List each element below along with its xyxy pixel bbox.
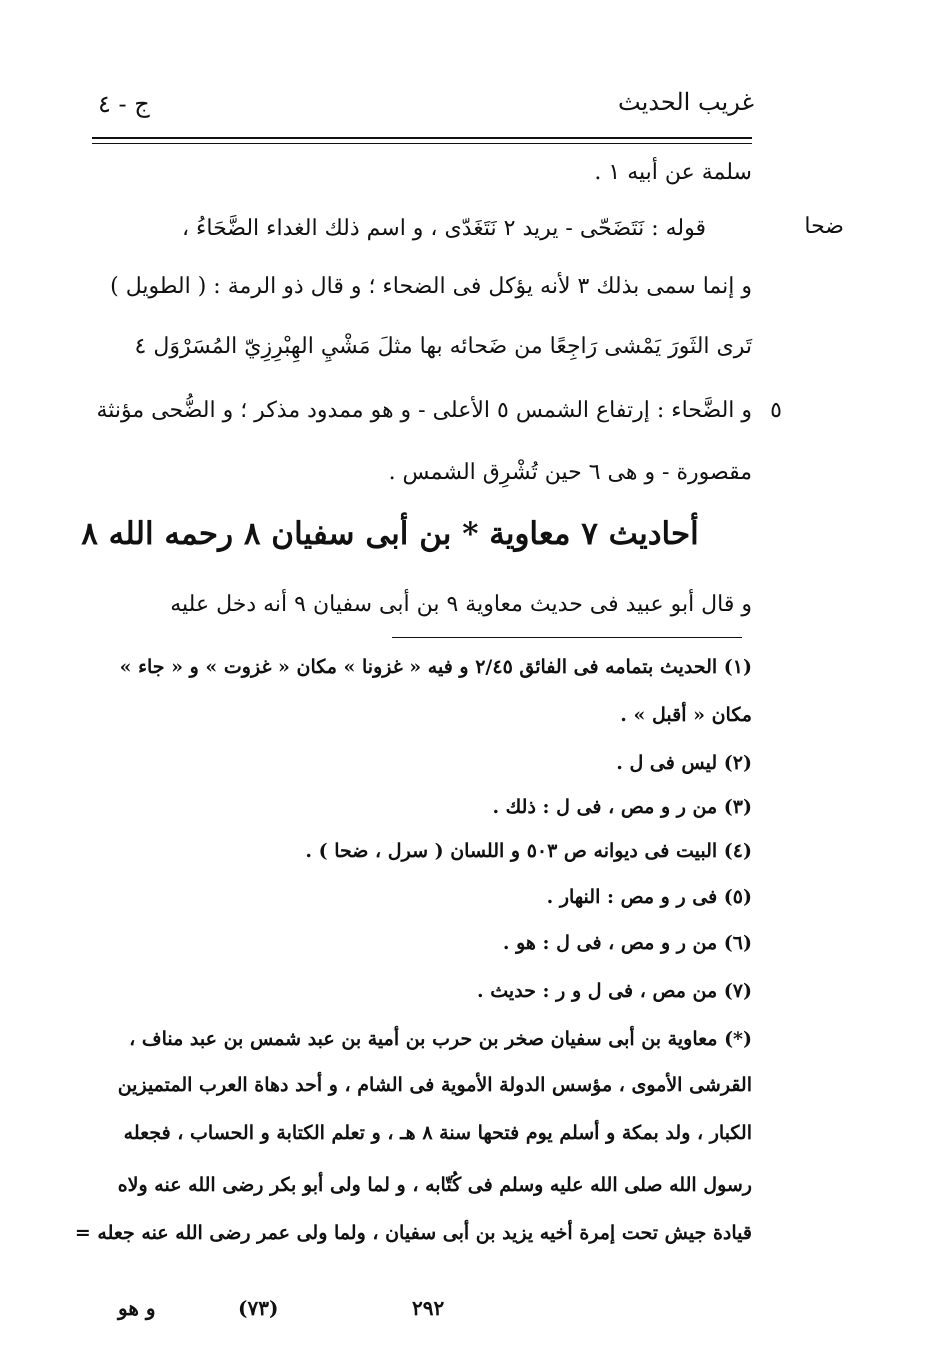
footnote-line: (٦) من ر و مص ، فى ل : هو . bbox=[502, 932, 752, 954]
section-heading: أحاديث ٧ معاوية * بن أبى سفيان ٨ رحمه الله ٨ bbox=[81, 516, 699, 552]
body-line: و الضَّحاء : إرتفاع الشمس ٥ الأعلى - و هو ممدود مذكر ؛ و الضُّحى مؤنثة bbox=[96, 398, 752, 423]
footnote-line: (٥) فى ر و مص : النهار . bbox=[546, 886, 752, 908]
biography-note-line: الكبار ، ولد بمكة و أسلم يوم فتحها سنة ٨ هـ ، و تعلم الكتابة و الحساب ، فجعله bbox=[123, 1122, 752, 1144]
biography-note-line: (*) معاوية بن أبى سفيان صخر بن حرب بن أمية بن عبد شمس بن عبد مناف ، bbox=[129, 1028, 752, 1050]
line-number: ٥ bbox=[770, 398, 782, 423]
header-rule bbox=[92, 137, 752, 139]
volume-marker: ج - ٤ bbox=[98, 90, 150, 118]
body-line: سلمة عن أبيه ١ . bbox=[594, 160, 752, 185]
body-line: مقصورة - و هى ٦ حين تُشْرِق الشمس . bbox=[388, 460, 752, 485]
footnote-line: (٢) ليس فى ل . bbox=[616, 752, 752, 774]
footnote-line: (٣) من ر و مص ، فى ل : ذلك . bbox=[492, 796, 752, 818]
footnote-line: (٧) من مص ، فى ل و ر : حديث . bbox=[477, 980, 752, 1002]
header-rule-thin bbox=[92, 143, 752, 144]
body-line: و إنما سمى بذلك ٣ لأنه يؤكل فى الضحاء ؛ و قال ذو الرمة : ( الطويل ) bbox=[110, 274, 752, 299]
footnote-line: (١) الحديث بتمامه فى الفائق ٢/٤٥ و فيه « غزونا » مكان « غزوت » و « جاء » bbox=[119, 656, 752, 678]
biography-note-line: رسول الله صلى الله عليه وسلم فى كُتّابه ، و لما ولى أبو بكر رضى الله عنه ولاه bbox=[117, 1174, 752, 1196]
body-line: قوله : نَتَضَحّى - يريد ٢ نَتَغَدّى ، و اسم ذلك الغداء الضَّحَاءُ ، bbox=[181, 216, 706, 241]
biography-note-line: القرشى الأموى ، مؤسس الدولة الأموية فى الشام ، و أحد دهاة العرب المتميزين bbox=[117, 1074, 752, 1096]
footnote-rule bbox=[392, 637, 742, 638]
signature-mark: (٧٣) bbox=[238, 1296, 279, 1320]
footnote-line: (٤) البيت فى ديوانه ص ٥٠٣ و اللسان ( سرل ، ضحا ) . bbox=[305, 840, 752, 862]
page-number: ٢٩٢ bbox=[412, 1296, 445, 1320]
verse-line: تَرى الثَورَ يَمْشى رَاجِعًا من ضَحائه بها مثلَ مَشْيِ الهِبْرِزِيّ المُسَرْوَل ٤ bbox=[134, 334, 752, 359]
body-line: و قال أبو عبيد فى حديث معاوية ٩ بن أبى سفيان ٩ أنه دخل عليه bbox=[170, 592, 752, 617]
running-title: غريب الحديث bbox=[618, 88, 754, 116]
margin-keyword: ضحا bbox=[804, 214, 844, 239]
biography-note-line: قيادة جيش تحت إمرة أخيه يزيد بن أبى سفيان ، ولما ولى عمر رضى الله عنه جعله = bbox=[74, 1222, 752, 1244]
catchword: و هو bbox=[118, 1296, 156, 1320]
footnote-line: مكان « أقبل » . bbox=[620, 704, 752, 726]
